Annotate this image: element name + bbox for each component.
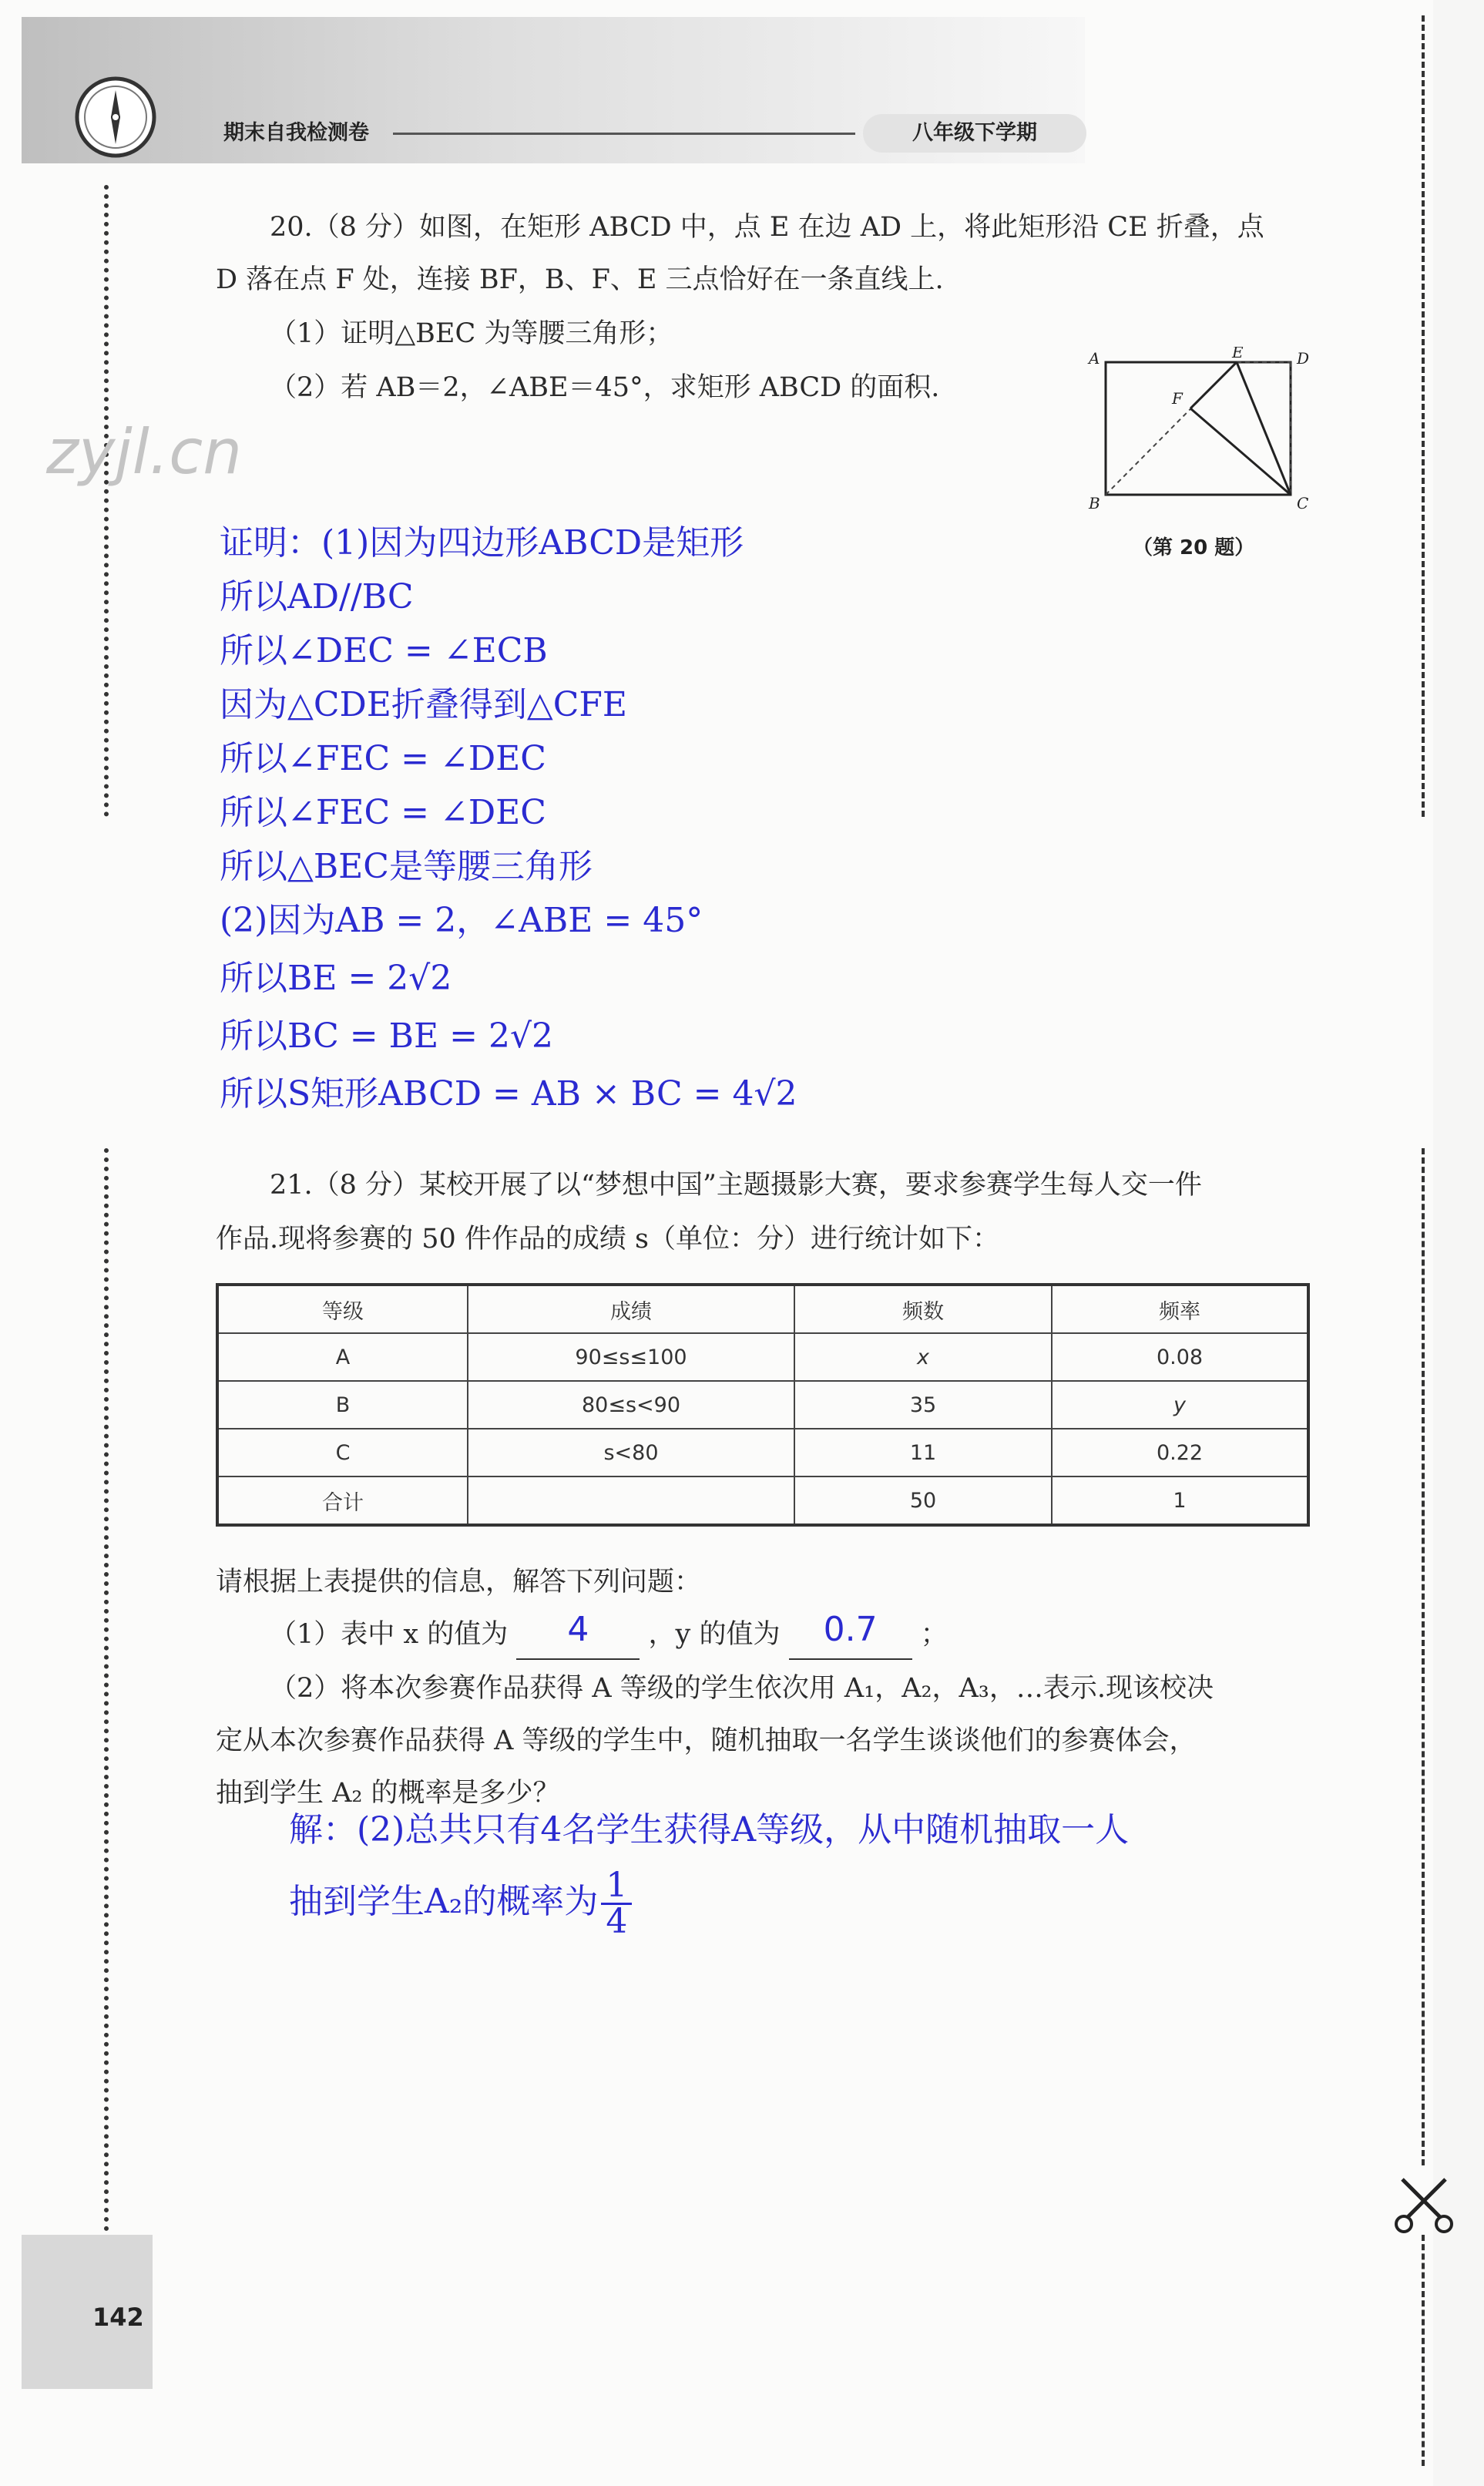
table-row [217,1381,1308,1429]
q20-figure [1075,347,1321,532]
table-cell: y [1052,1381,1308,1429]
table-header: 频率 [1052,1285,1308,1333]
table-cell: B [217,1381,468,1429]
table-cell: 合计 [217,1476,468,1525]
left-dotted-border [104,1148,109,2250]
label-E: E [1232,347,1244,361]
table-cell: 80≤s<90 [468,1381,794,1429]
x-answer: 4 [567,1610,589,1649]
probability-fraction [601,1866,632,1941]
y-answer: 0.7 [823,1610,878,1649]
table-header: 等级 [217,1285,468,1333]
answer-line: 所以BE = 2√2 [220,959,452,998]
table-row [217,1333,1308,1381]
table-cell: 1 [1052,1476,1308,1525]
q21-answer-line2-text: 抽到学生A₂的概率为 [289,1882,599,1921]
q20-caption: （第 20 题） [1133,536,1255,559]
table-cell: 35 [794,1381,1052,1429]
answer-line: 所以∠FEC = ∠DEC [220,739,546,778]
answer-line: 所以S矩形ABCD = AB × BC = 4√2 [220,1074,797,1114]
q21-part1 [270,1609,948,1660]
right-cut-line [1422,1148,1425,2165]
answer-line: 因为△CDE折叠得到△CFE [220,685,628,724]
page-number: 142 [92,2303,144,2332]
fraction-numerator: 1 [601,1869,632,1905]
header-title-right: 八年级下学期 [863,114,1086,153]
q20-part1: （1）证明△BEC 为等腰三角形； [270,318,673,349]
q21-answer-line2 [289,1866,632,1941]
table-cell: 0.08 [1052,1333,1308,1381]
q21-instructions: 请根据上表提供的信息，解答下列问题： [216,1567,702,1597]
answer-line: 所以∠DEC = ∠ECB [220,631,548,670]
header-title-left: 期末自我检测卷 [223,121,369,145]
right-cut-line [1422,15,1425,817]
y-answer-field[interactable] [789,1610,912,1660]
q21-prompt-line1: 21.（8 分）某校开展了以“梦想中国”主题摄影大赛，要求参赛学生每人交一件 [270,1170,1202,1201]
table-cell [468,1476,794,1525]
answer-line: 所以△BEC是等腰三角形 [220,847,593,886]
answer-line: 所以AD//BC [220,577,414,616]
table-cell: 11 [794,1429,1052,1476]
watermark: zyjl.cn [46,416,242,488]
q21-part1-text-c: ； [920,1619,948,1650]
table-cell: s<80 [468,1429,794,1476]
q21-part1-text-b: ，y 的值为 [648,1619,781,1650]
score-table [216,1283,1310,1527]
table-cell: 90≤s≤100 [468,1333,794,1381]
compass-logo-icon [69,71,162,163]
q21-part2-line2: 定从本次参赛作品获得 A 等级的学生中，随机抽取一名学生谈谈他们的参赛体会， [216,1725,1197,1756]
scissors-icon [1393,2173,1455,2235]
right-cut-line [1422,2235,1425,2466]
table-cell: 0.22 [1052,1429,1308,1476]
table-row [217,1429,1308,1476]
q21-part2-line1: （2）将本次参赛作品获得 A 等级的学生依次用 A₁，A₂，A₃，…表示.现该校决 [270,1673,1214,1704]
answer-line: 证明：(1)因为四边形ABCD是矩形 [220,523,744,563]
table-row [217,1476,1308,1525]
label-C: C [1297,494,1309,512]
q20-prompt-line1: 20.（8 分）如图，在矩形 ABCD 中，点 E 在边 AD 上，将此矩形沿 CE 折叠，点 [270,212,1264,243]
q21-part1-text-a: （1）表中 x 的值为 [270,1619,509,1650]
header-divider [393,133,855,135]
table-cell: 50 [794,1476,1052,1525]
q21-prompt-line2: 作品.现将参赛的 50 件作品的成绩 s（单位：分）进行统计如下： [216,1224,1000,1255]
table-cell: C [217,1429,468,1476]
table-header: 频数 [794,1285,1052,1333]
label-F: F [1172,389,1183,408]
label-B: B [1089,494,1100,512]
x-answer-field[interactable] [516,1610,640,1660]
q20-prompt-line2: D 落在点 F 处，连接 BF，B、F、E 三点恰好在一条直线上. [216,264,944,295]
q20-part2: （2）若 AB＝2，∠ABE＝45°，求矩形 ABCD 的面积. [270,372,940,403]
q21-part2-line3: 抽到学生 A₂ 的概率是多少？ [216,1778,560,1809]
answer-line: 所以BC = BE = 2√2 [220,1016,553,1056]
q21-answer-line1: 解：(2)总共只有4名学生获得A等级，从中随机抽取一人 [289,1810,1130,1849]
answer-line: 所以∠FEC = ∠DEC [220,793,546,832]
answer-line: (2)因为AB = 2，∠ABE = 45° [220,901,703,940]
table-header: 成绩 [468,1285,794,1333]
label-D: D [1297,349,1310,368]
table-cell: A [217,1333,468,1381]
table-header-row [217,1285,1308,1333]
left-dotted-border [104,185,109,817]
fraction-denominator: 4 [606,1902,628,1941]
label-A: A [1089,349,1100,368]
table-cell: x [794,1333,1052,1381]
